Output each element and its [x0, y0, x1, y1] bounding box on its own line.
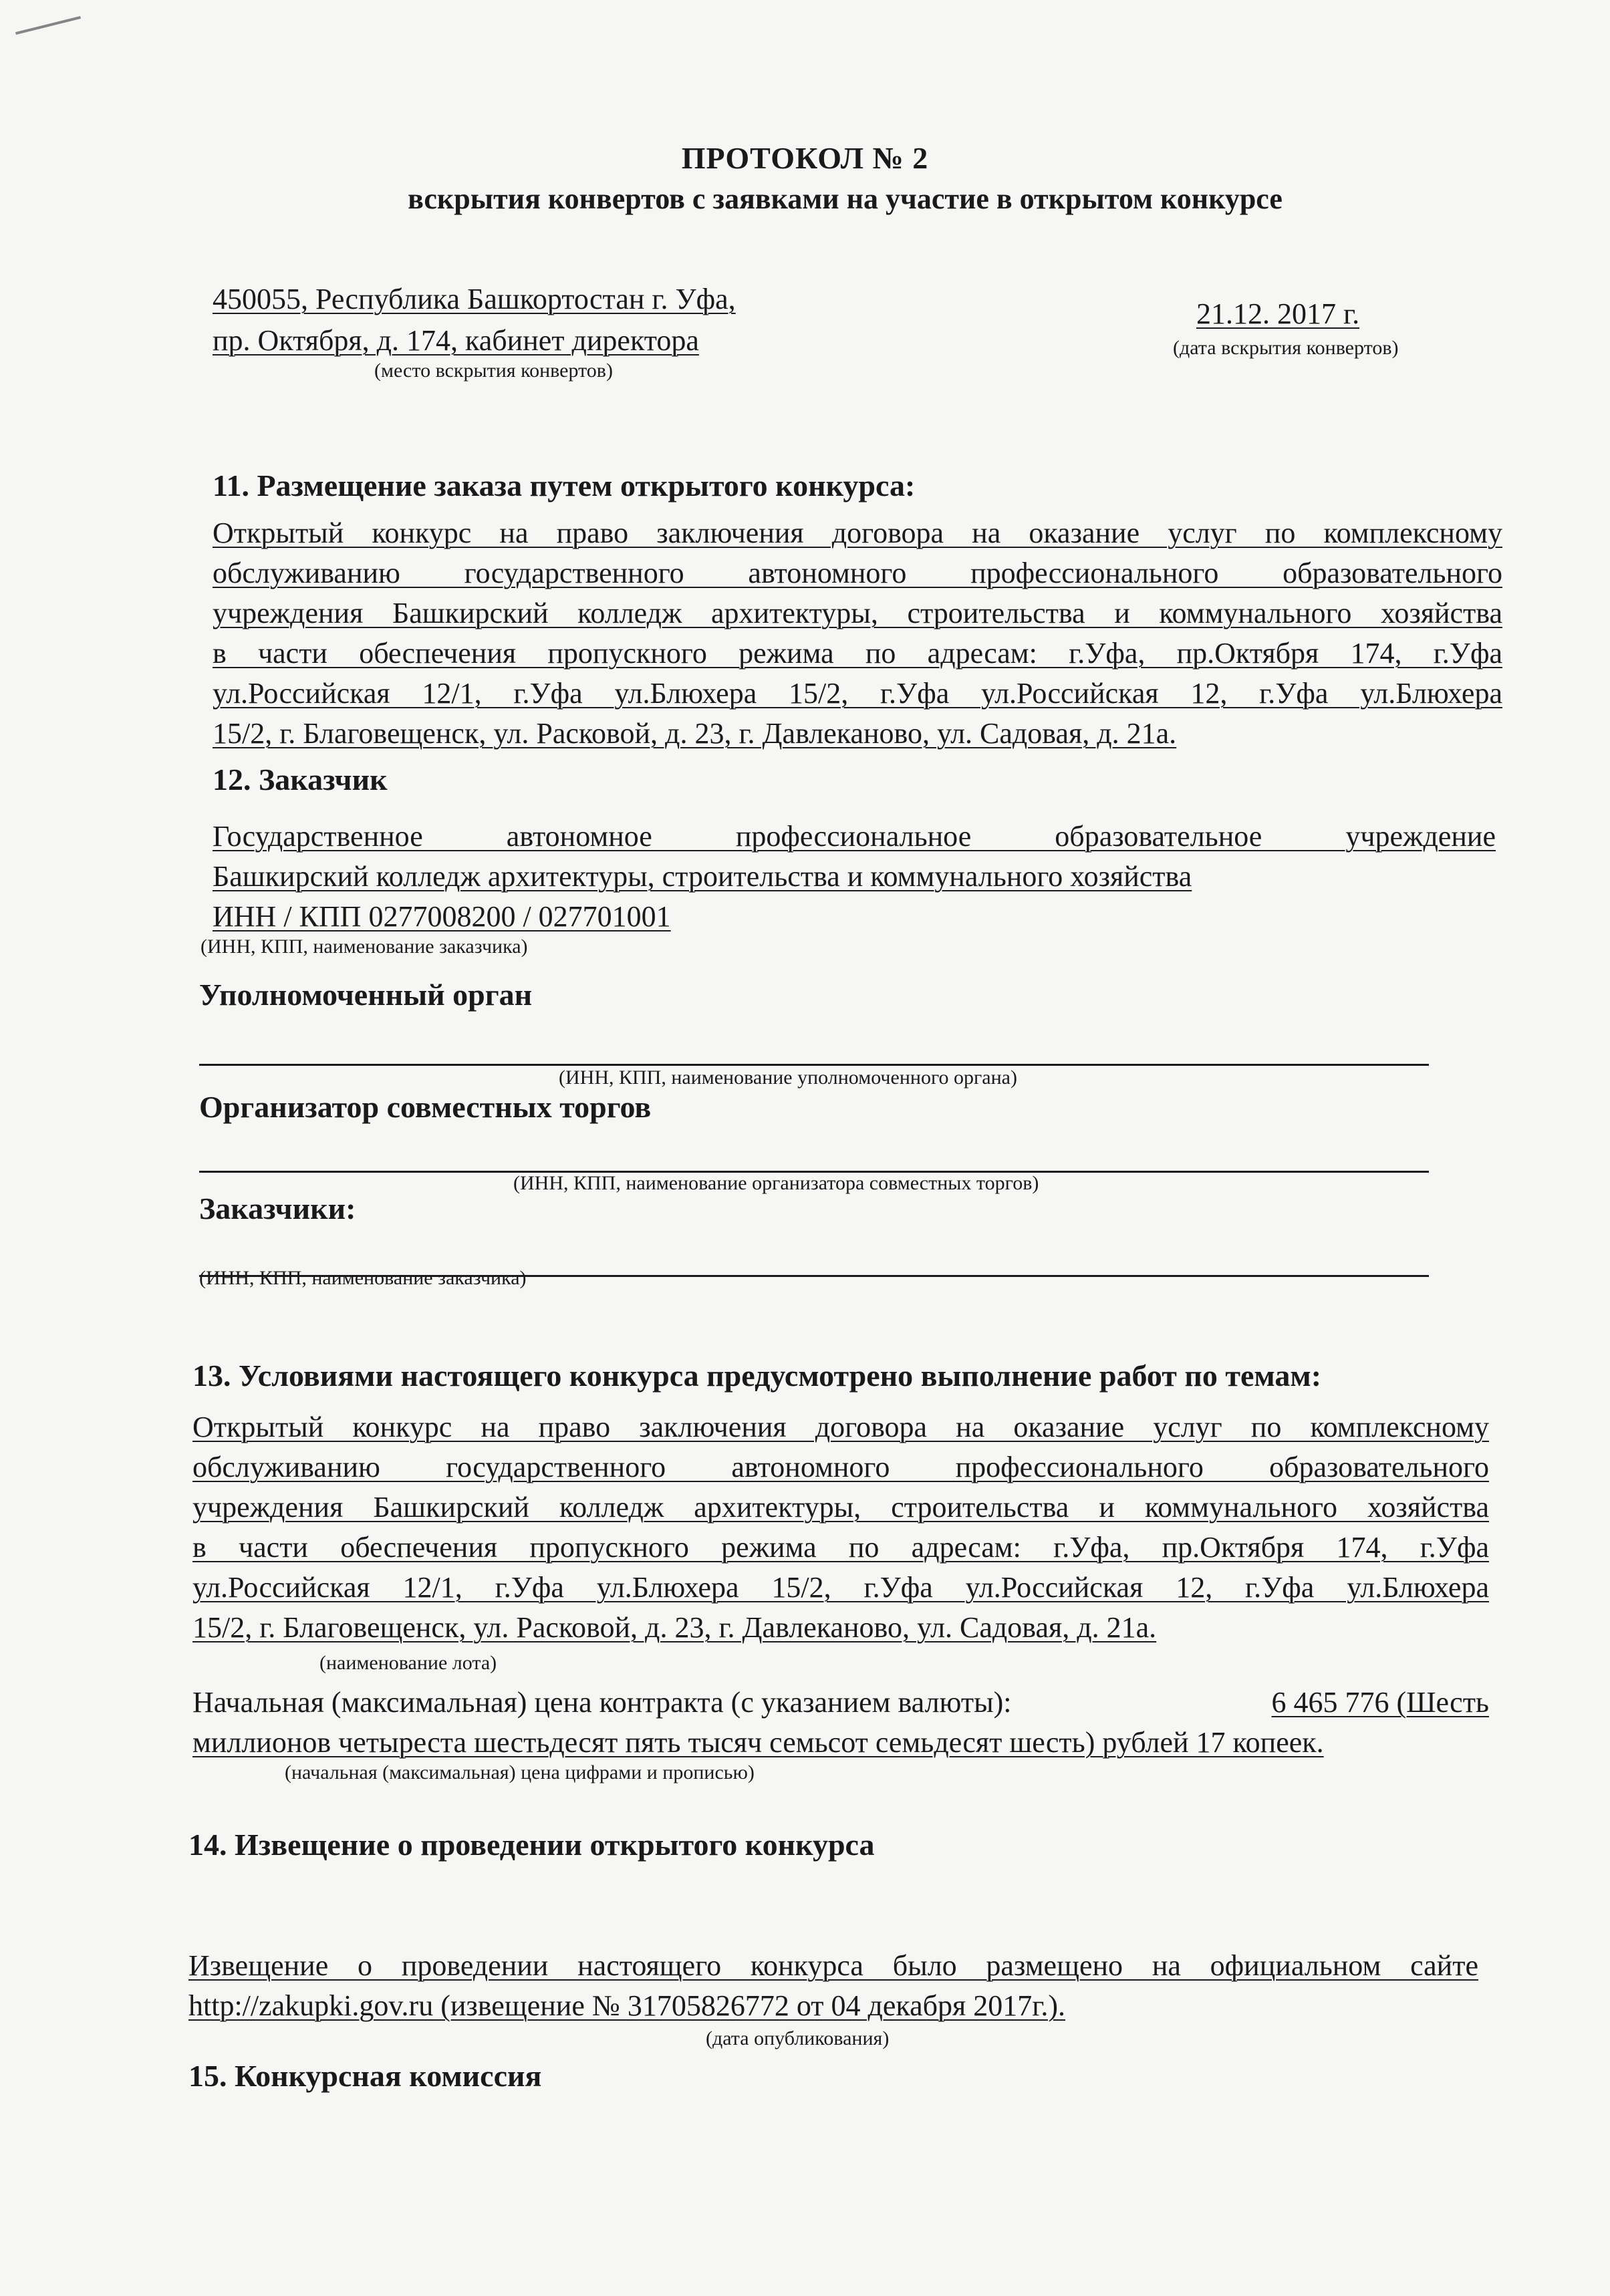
section-11-line-4: в части обеспечения пропускного режима по адресам: г.Уфа, пр.Октября 174, г.Уфа — [213, 637, 1502, 670]
authorized-body-line — [199, 1064, 1429, 1066]
authorized-body-caption: (ИНН, КПП, наименование уполномоченного органа) — [559, 1066, 1017, 1089]
section-11-heading: 11. Размещение заказа путем открытого конкурса: — [213, 468, 916, 503]
section-13-line-2: обслуживанию государственного автономного профессионального образовательного — [192, 1451, 1489, 1483]
customer-line-2: Башкирский колледж архитектуры, строительства и коммунального хозяйства — [213, 860, 1192, 893]
section-11-line-6: 15/2, г. Благовещенск, ул. Расковой, д. 23, г. Давлеканово, ул. Садовая, д. 21а. — [213, 717, 1177, 750]
lot-caption: (наименование лота) — [319, 1652, 497, 1674]
section-13-line-4: в части обеспечения пропускного режима по адресам: г.Уфа, пр.Октября 174, г.Уфа — [192, 1531, 1489, 1564]
price-prefix: Начальная (максимальная) цена контракта (с указанием валюты): — [192, 1686, 1012, 1719]
section-13-line-1: Открытый конкурс на право заключения договора на оказание услуг по комплексному — [192, 1411, 1489, 1443]
customers-caption: (ИНН, КПП, наименование заказчика) — [199, 1267, 527, 1289]
section-11-line-1: Открытый конкурс на право заключения договора на оказание услуг по комплексному — [213, 517, 1502, 549]
price-line-1 — [192, 1683, 1489, 1723]
section-13-line-5: ул.Российская 12/1, г.Уфа ул.Блюхера 15/2, г.Уфа ул.Российская 12, г.Уфа ул.Блюхера — [192, 1571, 1489, 1604]
organizer-heading: Организатор совместных торгов — [199, 1090, 652, 1124]
section-13-line-6: 15/2, г. Благовещенск, ул. Расковой, д. 23, г. Давлеканово, ул. Садовая, д. 21а. — [192, 1611, 1157, 1644]
protocol-title: ПРОТОКОЛ № 2 — [681, 141, 929, 175]
publication-date-caption: (дата опубликования) — [706, 2027, 890, 2049]
section-13-heading: 13. Условиями настоящего конкурса предусмотрено выполнение работ по темам: — [192, 1358, 1322, 1393]
customer-line-1: Государственное автономное профессиональное образовательное учреждение — [213, 820, 1496, 853]
notice-line-2: http://zakupki.gov.ru (извещение № 31705826772 от 04 декабря 2017г.). — [188, 1989, 1066, 2022]
section-11-line-2: обслуживанию государственного автономного профессионального образовательного — [213, 557, 1502, 589]
section-14-heading: 14. Извещение о проведении открытого конкурса — [188, 1828, 875, 1862]
section-11-line-5: ул.Российская 12/1, г.Уфа ул.Блюхера 15/2, г.Уфа ул.Российская 12, г.Уфа ул.Блюхера — [213, 677, 1502, 710]
place-line-1: 450055, Республика Башкортостан г. Уфа, — [213, 283, 736, 315]
place-caption: (место вскрытия конвертов) — [374, 360, 613, 382]
section-12-heading: 12. Заказчик — [213, 762, 388, 797]
price-value: 6 465 776 (Шесть — [1271, 1686, 1489, 1719]
notice-line-1: Извещение о проведении настоящего конкурса было размещено на официальном сайте — [188, 1949, 1478, 1982]
organizer-caption: (ИНН, КПП, наименование организатора совместных торгов) — [513, 1172, 1039, 1194]
customer-inn-kpp: ИНН / КПП 0277008200 / 027701001 — [213, 900, 671, 933]
customer-caption: (ИНН, КПП, наименование заказчика) — [200, 936, 528, 958]
section-13-line-3: учреждения Башкирский колледж архитектуры, строительства и коммунального хозяйства — [192, 1491, 1489, 1524]
customers-heading: Заказчики: — [199, 1191, 356, 1226]
pen-mark — [15, 16, 81, 35]
place-line-2: пр. Октября, д. 174, кабинет директора — [213, 324, 699, 357]
authorized-body-heading: Уполномоченный орган — [199, 978, 533, 1012]
price-line-2: миллионов четыреста шестьдесят пять тысяч семьсот семьдесят шесть) рублей 17 копеек. — [192, 1726, 1324, 1759]
section-15-heading: 15. Конкурсная комиссия — [188, 2059, 542, 2093]
date-caption: (дата вскрытия конвертов) — [1173, 337, 1399, 359]
section-11-line-3: учреждения Башкирский колледж архитектуры, строительства и коммунального хозяйства — [213, 597, 1502, 629]
opening-date: 21.12. 2017 г. — [1196, 297, 1360, 330]
price-caption: (начальная (максимальная) цена цифрами и прописью) — [285, 1761, 755, 1783]
protocol-subtitle: вскрытия конвертов с заявками на участие в открытом конкурсе — [408, 182, 1283, 215]
